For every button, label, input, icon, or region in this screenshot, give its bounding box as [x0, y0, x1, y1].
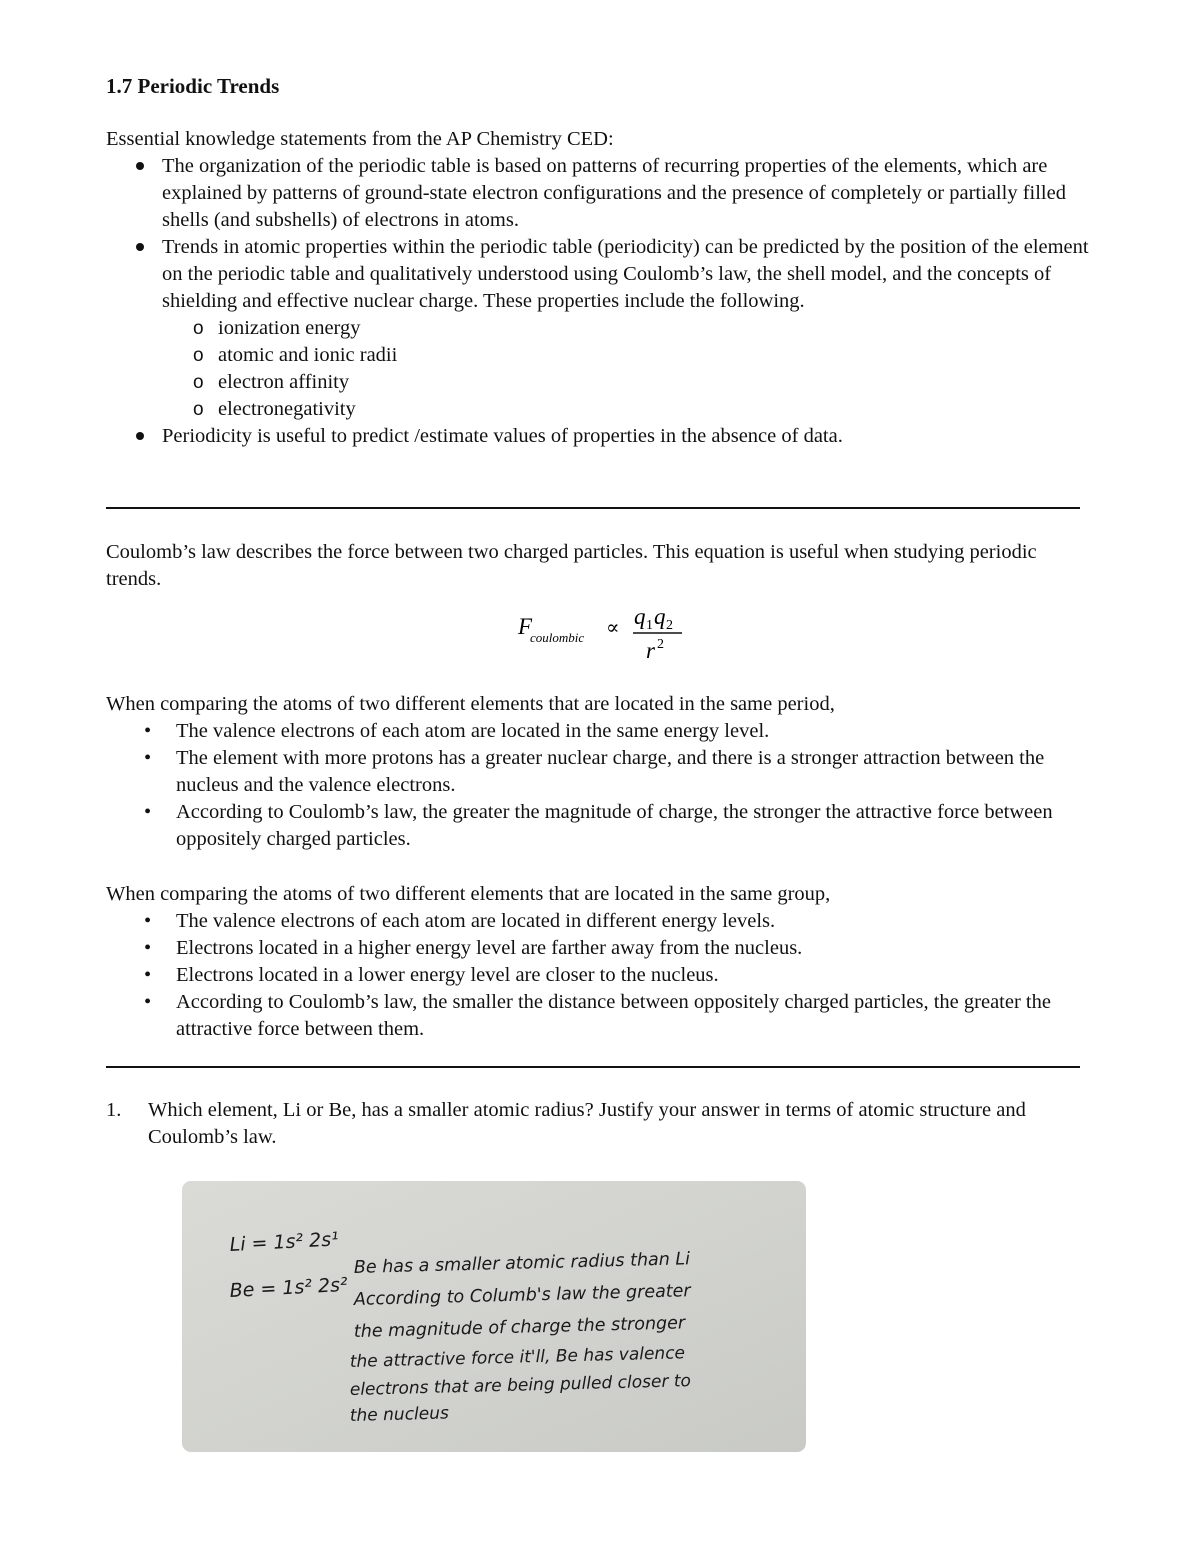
- handwritten-line: the attractive force it'll, Be has valence: [349, 1343, 686, 1372]
- circle-bullet-icon: o: [193, 399, 204, 420]
- properties-sublist: [162, 315, 1096, 423]
- ek-statement-2: Trends in atomic properties within the periodic table (periodicity) can be predicted by the position of the element on the periodic table and qualitatively understood using Coulomb’s law, the shell model, and the concepts of shielding and effective nuclear charge. These properties include the following.: [162, 236, 1089, 312]
- handwritten-answer: [182, 1181, 806, 1452]
- be-configuration: Be = 1s² 2s²: [229, 1273, 349, 1302]
- group-heading: When comparing the atoms of two different elements that are located in the same group,: [106, 883, 831, 905]
- ek-statement-3: Periodicity is useful to predict /estimate values of properties in the absence of data.: [162, 425, 843, 447]
- circle-bullet-icon: o: [193, 372, 204, 393]
- ek-statement-1: The organization of the periodic table is based on patterns of recurring properties of the elements, which are explained by patterns of ground-state electron configurations and the presence of completely or partially filled shells (and subshells) of electrons in atoms.: [162, 155, 1066, 231]
- section-divider: [106, 507, 1080, 509]
- list-item: • The valence electrons of each atom are located in the same energy level.: [106, 718, 1096, 745]
- property-label: electron affinity: [218, 371, 350, 393]
- property-label: atomic and ionic radii: [218, 344, 398, 366]
- handwritten-line: According to Columb's law the greater: [353, 1281, 691, 1310]
- handwritten-line: the magnitude of charge the stronger: [353, 1313, 686, 1342]
- list-item: • According to Coulomb’s law, the smaller the distance between oppositely charged particles, the greater the attractive force between them.: [106, 989, 1096, 1043]
- list-item: [106, 423, 1096, 450]
- handwritten-line: Be has a smaller atomic radius than Li: [353, 1249, 691, 1278]
- coulomb-intro: Coulomb’s law describes the force between two charged particles. This equation is useful when studying periodic trends.: [106, 541, 1037, 590]
- list-item: [106, 153, 1096, 234]
- handwritten-line: the nucleus: [349, 1403, 450, 1426]
- coulomb-equation: [516, 604, 716, 668]
- group-list: [106, 908, 1096, 1043]
- handwritten-line: electrons that are being pulled closer to: [349, 1371, 692, 1400]
- property-label: electronegativity: [218, 398, 356, 420]
- essential-knowledge-list: [106, 153, 1096, 450]
- circle-bullet-icon: o: [193, 318, 204, 339]
- equation-force-symbol: F: [518, 614, 533, 639]
- handwritten-answer-photo: [182, 1181, 806, 1452]
- equation-q2-subscript: 2: [666, 618, 673, 633]
- equation-q2: q: [654, 604, 666, 629]
- period-heading: When comparing the atoms of two different elements that are located in the same period,: [106, 693, 835, 715]
- sublist-item: [162, 369, 1096, 396]
- period-list: [106, 718, 1096, 853]
- intro-text: Essential knowledge statements from the AP Chemistry CED:: [106, 128, 614, 150]
- question-number: 1.: [106, 1099, 122, 1121]
- page-title: 1.7 Periodic Trends: [106, 74, 280, 98]
- list-item: • Electrons located in a lower energy level are closer to the nucleus.: [106, 962, 1096, 989]
- list-item: • The valence electrons of each atom are located in different energy levels.: [106, 908, 1096, 935]
- list-item: • According to Coulomb’s law, the greater the magnitude of charge, the stronger the attractive force between oppositely charged particles.: [106, 799, 1096, 853]
- list-item: [106, 234, 1096, 423]
- proportional-symbol: ∝: [606, 615, 620, 639]
- circle-bullet-icon: o: [193, 345, 204, 366]
- sublist-item: [162, 396, 1096, 423]
- property-label: ionization energy: [218, 317, 361, 339]
- question-1: [106, 1097, 1096, 1151]
- list-item: • Electrons located in a higher energy level are farther away from the nucleus.: [106, 935, 1096, 962]
- list-item: • The element with more protons has a greater nuclear charge, and there is a stronger attraction between the nucleus and the valence electrons.: [106, 745, 1096, 799]
- sublist-item: [162, 342, 1096, 369]
- equation-q1-subscript: 1: [646, 618, 653, 633]
- section-divider: [106, 1066, 1080, 1068]
- sublist-item: [162, 315, 1096, 342]
- equation-q1: q: [634, 604, 646, 629]
- equation-r: r: [646, 638, 655, 663]
- li-configuration: Li = 1s² 2s¹: [229, 1228, 340, 1256]
- equation-r-exponent: 2: [657, 637, 664, 652]
- equation-force-subscript: coulombic: [530, 630, 585, 645]
- question-text: Which element, Li or Be, has a smaller atomic radius? Justify your answer in terms of atomic structure and Coulomb’s law.: [148, 1099, 1026, 1148]
